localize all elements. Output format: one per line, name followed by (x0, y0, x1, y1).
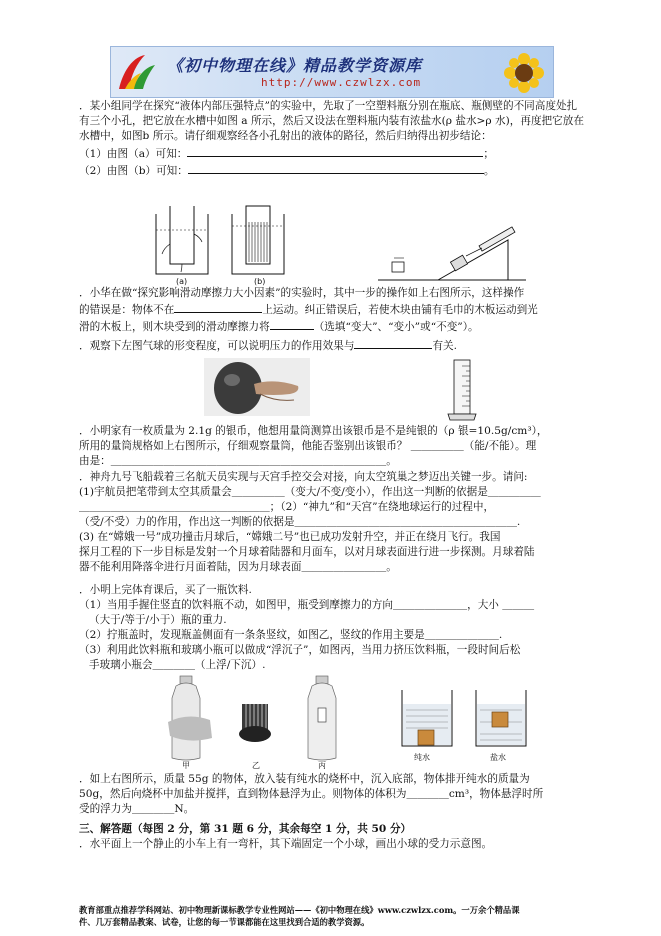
question-text: ＿＿＿＿＿＿＿＿＿＿＿＿＿＿＿＿＿＿；（2）“神九”和“天宫”在绕地球运行的过程中， (79, 501, 495, 513)
question-text: 滑的木板上，则木块受到的滑动摩擦力将 (79, 321, 270, 333)
question-text: 由是：＿＿＿＿＿＿＿＿＿＿＿＿＿＿＿＿＿＿＿＿＿＿＿＿＿＿。 (79, 455, 397, 467)
banner-url: http://www.czwlzx.com (261, 76, 422, 89)
question-text: 受的浮力为＿＿＿＿N。 (79, 803, 195, 815)
question-text: 器不能利用降落伞进行月面着陆，因为月球表面＿＿＿＿＿＿＿＿。 (79, 561, 397, 573)
question-text: ．观察下左图气球的形变程度，可以说明压力的作用效果与 (79, 340, 355, 352)
bottle-figures (160, 674, 390, 770)
footer-line: 教育部重点推荐学科网站、初中物理新课标教学专业性网站——《初中物理在线》www.czwlzx.com。一万余个精品课 (79, 905, 520, 915)
question-text: 手玻璃小瓶会＿＿＿＿（上浮/下沉）. (89, 659, 266, 671)
question-pressure (79, 99, 584, 179)
question-text: （大于/等于/小于）瓶的重力. (89, 614, 227, 626)
question-text: （3）利用此饮料瓶和玻璃小瓶可以做成“浮沉子”，如图丙，当用力挤压饮料瓶，一段时间后松 (79, 644, 521, 656)
answer-blank[interactable] (174, 301, 262, 313)
figure-jia-label: 甲 (182, 761, 190, 770)
footer-line: 件、几万套精品教案、试卷，让您的每一节课都能在这里找到合适的教学资源。 (79, 917, 370, 927)
question-shenzhou (79, 470, 584, 575)
question-text: 所用的量筒规格如上右图所示，仔细观察量筒，他能否鉴别出该银币？ ＿＿＿＿＿（能/不能）。理 (79, 440, 537, 452)
punct: ； (483, 148, 494, 160)
question-text: （1）当用手握住竖直的饮料瓶不动，如图甲，瓶受到摩擦力的方向＿＿＿＿＿＿＿，大小 ＿＿＿ (79, 599, 535, 611)
question-friction (79, 286, 584, 335)
punct: 。 (483, 165, 495, 177)
question-text: ．某小组同学在探究“液体内部压强特点”的实验中，先取了一空塑料瓶分别在瓶底、瓶侧壁的不同高度处扎有三个小孔，把它放在水槽中如图 a 所示，然后又设法在塑料瓶内装有浓盐水(ρ 盐水>ρ 水)，再度把它放在水槽中，如图b 所示。请仔细观察经各小孔射出的液体的路径，然后归纳得出初步结论： (79, 100, 584, 142)
question-drink-bottle (79, 583, 584, 673)
incline-friction-figure (378, 222, 528, 284)
bottle-tank-figure (150, 204, 290, 286)
question-text: ．小华在做“探究影响滑动摩擦力大小因素”的实验时，其中一步的操作如上右图所示，这样操作 (79, 287, 525, 299)
measuring-cylinder-icon (444, 358, 480, 422)
question-text: 有关. (432, 340, 457, 352)
figure-b-label: (b) (254, 277, 266, 286)
sunflower-icon (497, 49, 551, 95)
bottle-hand-figure (168, 676, 212, 760)
answer-blank[interactable] (270, 318, 314, 330)
question-text: 上运动。纠正错误后，若使木块由铺有毛巾的木板运动到光 (262, 304, 538, 316)
question-text: ．如上右图所示，质量 55g 的物体，放入装有纯水的烧杯中，沉入底部，物体排开纯水的质量为 (79, 773, 530, 785)
question-text: ．小明上完体育课后，买了一瓶饮料. (79, 584, 252, 596)
salt-water-label: 盐水 (490, 753, 506, 762)
question-text: 50g，然后向烧杯中加盐并搅拌，直到物体悬浮为止。则物体的体积为＿＿＿＿cm³，物体悬浮时所 (79, 788, 544, 800)
beaker-figures (396, 686, 536, 766)
question-text: (3) 在“嫦娥一号”成功撞击月球后，“嫦娥二号”也已成功发射升空，并正在绕月飞行。我国 (79, 531, 501, 543)
question-force-diagram (79, 837, 584, 852)
question-balloon (79, 337, 584, 354)
question-text: 探月工程的下一步目标是发射一个月球着陆器和月面车，以对月球表面进行进一步探测。月球着陆 (79, 546, 535, 558)
section-title: 三、解答题（每图 2 分，第 31 题 6 分，其余每空 1 分，共 50 分） (79, 823, 412, 835)
answer-blank-a[interactable] (187, 145, 483, 157)
question-text: ．水平面上一个静止的小车上有一弯杆，其下端固定一个小球，画出小球的受力示意图。 (79, 838, 493, 850)
question-text: （选填“变大”、“变小”或“不变”）。 (313, 321, 479, 333)
question-text: (1)宇航员把笔带到太空其质量会＿＿＿＿＿（变大/不变/变小），作出这一判断的依据是＿＿＿＿＿ (79, 486, 541, 498)
header-banner (110, 46, 554, 98)
question-silver-coin (79, 424, 584, 469)
bottle-cap-figure (239, 704, 271, 742)
logo-icon (115, 51, 159, 93)
answer-blank-b[interactable] (188, 162, 484, 174)
cartesian-diver-figure (308, 676, 336, 760)
footer-note (79, 904, 584, 928)
figure-a-label: (a) (176, 277, 188, 286)
question-text: 的错误是：物体不在 (79, 304, 175, 316)
figure-yi-label: 乙 (252, 761, 260, 770)
question-text: （受/不受）力的作用，作出这一判断的依据是＿＿＿＿＿＿＿＿＿＿＿＿＿＿＿＿＿＿＿＿＿. (79, 516, 521, 528)
item-b-label: （2）由图（b）可知： (79, 165, 188, 177)
pure-water-label: 纯水 (414, 753, 430, 762)
figure-bing-label: 丙 (318, 761, 326, 770)
item-a-label: （1）由图（a）可知： (79, 148, 188, 160)
answer-blank[interactable] (354, 337, 432, 349)
balloon-press-figure (204, 358, 310, 416)
question-buoyancy (79, 772, 584, 817)
question-text: （2）拧瓶盖时，发现瓶盖侧面有一条条竖纹，如图乙，竖纹的作用主要是＿＿＿＿＿＿＿. (79, 629, 503, 641)
banner-title: 《初中物理在线》精品教学资源库 (167, 56, 423, 75)
question-text: ．小明家有一枚质量为 2.1g 的银币，他想用量筒测算出该银币是不是纯银的（ρ 银=10.5g/cm³）， (79, 425, 548, 437)
question-text: ．神舟九号飞船载着三名航天员实现与天宫手控交会对接，向太空筑巢之梦迈出关键一步。请问: (79, 471, 528, 483)
